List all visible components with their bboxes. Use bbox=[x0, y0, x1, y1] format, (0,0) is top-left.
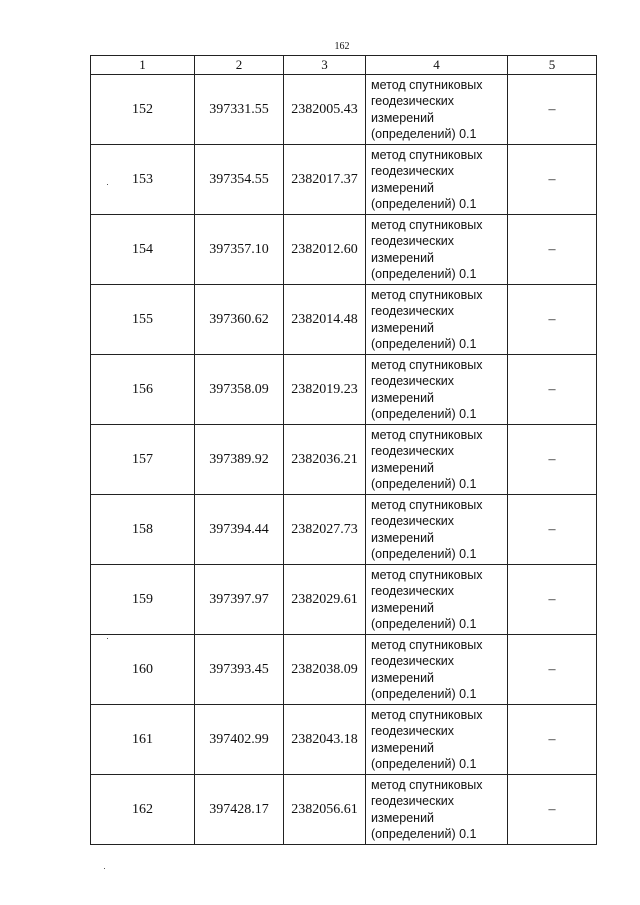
method-cell bbox=[366, 635, 508, 705]
table-row bbox=[91, 145, 597, 215]
method-cell bbox=[366, 355, 508, 425]
column-5-cell: – bbox=[508, 635, 597, 705]
x-coordinate-cell: 397354.55 bbox=[195, 145, 284, 215]
method-line: геодезических bbox=[371, 164, 455, 178]
method-line: измерений bbox=[371, 180, 435, 195]
point-number-cell: 153 bbox=[91, 145, 195, 215]
method-line: (определений) 0.1 bbox=[371, 337, 477, 351]
method-line: измерений bbox=[371, 460, 435, 475]
header-col-1: 1 bbox=[91, 56, 195, 75]
coordinates-table bbox=[90, 55, 597, 845]
method-line: геодезических bbox=[371, 794, 455, 808]
method-cell bbox=[366, 285, 508, 355]
column-5-cell: – bbox=[508, 705, 597, 775]
scan-speck bbox=[107, 184, 108, 185]
method-line: измерений bbox=[371, 740, 435, 755]
method-cell bbox=[366, 75, 508, 145]
method-line: измерений bbox=[371, 390, 435, 405]
table-row bbox=[91, 355, 597, 425]
y-coordinate-cell: 2382014.48 bbox=[284, 285, 366, 355]
x-coordinate-cell: 397397.97 bbox=[195, 565, 284, 635]
method-line: геодезических bbox=[371, 304, 455, 318]
table-row bbox=[91, 775, 597, 845]
method-line: (определений) 0.1 bbox=[371, 407, 477, 421]
y-coordinate-cell: 2382027.73 bbox=[284, 495, 366, 565]
x-coordinate-cell: 397358.09 bbox=[195, 355, 284, 425]
method-line: измерений bbox=[371, 600, 435, 615]
scan-speck bbox=[107, 638, 108, 639]
point-number-cell: 160 bbox=[91, 635, 195, 705]
method-line: метод спутниковых bbox=[371, 567, 483, 582]
point-number-cell: 152 bbox=[91, 75, 195, 145]
method-cell bbox=[366, 705, 508, 775]
method-line: геодезических bbox=[371, 94, 455, 108]
x-coordinate-cell: 397331.55 bbox=[195, 75, 284, 145]
table-row bbox=[91, 495, 597, 565]
method-line: метод спутниковых bbox=[371, 427, 483, 442]
header-col-3: 3 bbox=[284, 56, 366, 75]
column-5-cell: – bbox=[508, 215, 597, 285]
table-row bbox=[91, 75, 597, 145]
y-coordinate-cell: 2382019.23 bbox=[284, 355, 366, 425]
y-coordinate-cell: 2382036.21 bbox=[284, 425, 366, 495]
column-5-cell: – bbox=[508, 565, 597, 635]
method-line: геодезических bbox=[371, 234, 455, 248]
method-line: метод спутниковых bbox=[371, 707, 483, 722]
method-line: метод спутниковых bbox=[371, 287, 483, 302]
method-line: (определений) 0.1 bbox=[371, 127, 477, 141]
y-coordinate-cell: 2382012.60 bbox=[284, 215, 366, 285]
x-coordinate-cell: 397428.17 bbox=[195, 775, 284, 845]
method-line: геодезических bbox=[371, 584, 455, 598]
method-line: (определений) 0.1 bbox=[371, 827, 477, 841]
method-line: измерений bbox=[371, 810, 435, 825]
x-coordinate-cell: 397360.62 bbox=[195, 285, 284, 355]
method-line: измерений bbox=[371, 320, 435, 335]
method-line: метод спутниковых bbox=[371, 777, 483, 792]
y-coordinate-cell: 2382056.61 bbox=[284, 775, 366, 845]
method-line: (определений) 0.1 bbox=[371, 617, 477, 631]
method-line: геодезических bbox=[371, 514, 455, 528]
y-coordinate-cell: 2382029.61 bbox=[284, 565, 366, 635]
point-number-cell: 158 bbox=[91, 495, 195, 565]
method-line: метод спутниковых bbox=[371, 357, 483, 372]
page-number: 162 bbox=[334, 41, 350, 52]
table-row bbox=[91, 215, 597, 285]
x-coordinate-cell: 397394.44 bbox=[195, 495, 284, 565]
header-row bbox=[91, 56, 597, 75]
y-coordinate-cell: 2382017.37 bbox=[284, 145, 366, 215]
x-coordinate-cell: 397393.45 bbox=[195, 635, 284, 705]
y-coordinate-cell: 2382043.18 bbox=[284, 705, 366, 775]
method-line: геодезических bbox=[371, 724, 455, 738]
method-line: метод спутниковых bbox=[371, 217, 483, 232]
method-line: (определений) 0.1 bbox=[371, 197, 477, 211]
method-line: геодезических bbox=[371, 444, 455, 458]
method-line: метод спутниковых bbox=[371, 147, 483, 162]
method-cell bbox=[366, 495, 508, 565]
method-line: измерений bbox=[371, 110, 435, 125]
method-cell bbox=[366, 215, 508, 285]
method-cell bbox=[366, 775, 508, 845]
column-5-cell: – bbox=[508, 145, 597, 215]
column-5-cell: – bbox=[508, 355, 597, 425]
method-cell bbox=[366, 145, 508, 215]
point-number-cell: 156 bbox=[91, 355, 195, 425]
method-line: геодезических bbox=[371, 374, 455, 388]
method-cell bbox=[366, 565, 508, 635]
method-line: (определений) 0.1 bbox=[371, 267, 477, 281]
point-number-cell: 159 bbox=[91, 565, 195, 635]
point-number-cell: 162 bbox=[91, 775, 195, 845]
x-coordinate-cell: 397357.10 bbox=[195, 215, 284, 285]
y-coordinate-cell: 2382005.43 bbox=[284, 75, 366, 145]
method-line: метод спутниковых bbox=[371, 77, 483, 92]
scan-speck bbox=[104, 868, 105, 869]
method-cell bbox=[366, 425, 508, 495]
table-body bbox=[91, 75, 597, 845]
method-line: (определений) 0.1 bbox=[371, 687, 477, 701]
point-number-cell: 161 bbox=[91, 705, 195, 775]
header-col-5: 5 bbox=[508, 56, 597, 75]
table-row bbox=[91, 635, 597, 705]
column-5-cell: – bbox=[508, 285, 597, 355]
column-5-cell: – bbox=[508, 75, 597, 145]
point-number-cell: 154 bbox=[91, 215, 195, 285]
method-line: (определений) 0.1 bbox=[371, 757, 477, 771]
table-row bbox=[91, 425, 597, 495]
method-line: (определений) 0.1 bbox=[371, 547, 477, 561]
table-row bbox=[91, 705, 597, 775]
table-row bbox=[91, 285, 597, 355]
point-number-cell: 155 bbox=[91, 285, 195, 355]
table-header bbox=[91, 56, 597, 75]
x-coordinate-cell: 397402.99 bbox=[195, 705, 284, 775]
header-col-4: 4 bbox=[366, 56, 508, 75]
point-number-cell: 157 bbox=[91, 425, 195, 495]
method-line: геодезических bbox=[371, 654, 455, 668]
method-line: метод спутниковых bbox=[371, 497, 483, 512]
table-row bbox=[91, 565, 597, 635]
method-line: измерений bbox=[371, 670, 435, 685]
x-coordinate-cell: 397389.92 bbox=[195, 425, 284, 495]
column-5-cell: – bbox=[508, 425, 597, 495]
header-col-2: 2 bbox=[195, 56, 284, 75]
y-coordinate-cell: 2382038.09 bbox=[284, 635, 366, 705]
method-line: метод спутниковых bbox=[371, 637, 483, 652]
method-line: измерений bbox=[371, 250, 435, 265]
method-line: (определений) 0.1 bbox=[371, 477, 477, 491]
column-5-cell: – bbox=[508, 495, 597, 565]
method-line: измерений bbox=[371, 530, 435, 545]
column-5-cell: – bbox=[508, 775, 597, 845]
